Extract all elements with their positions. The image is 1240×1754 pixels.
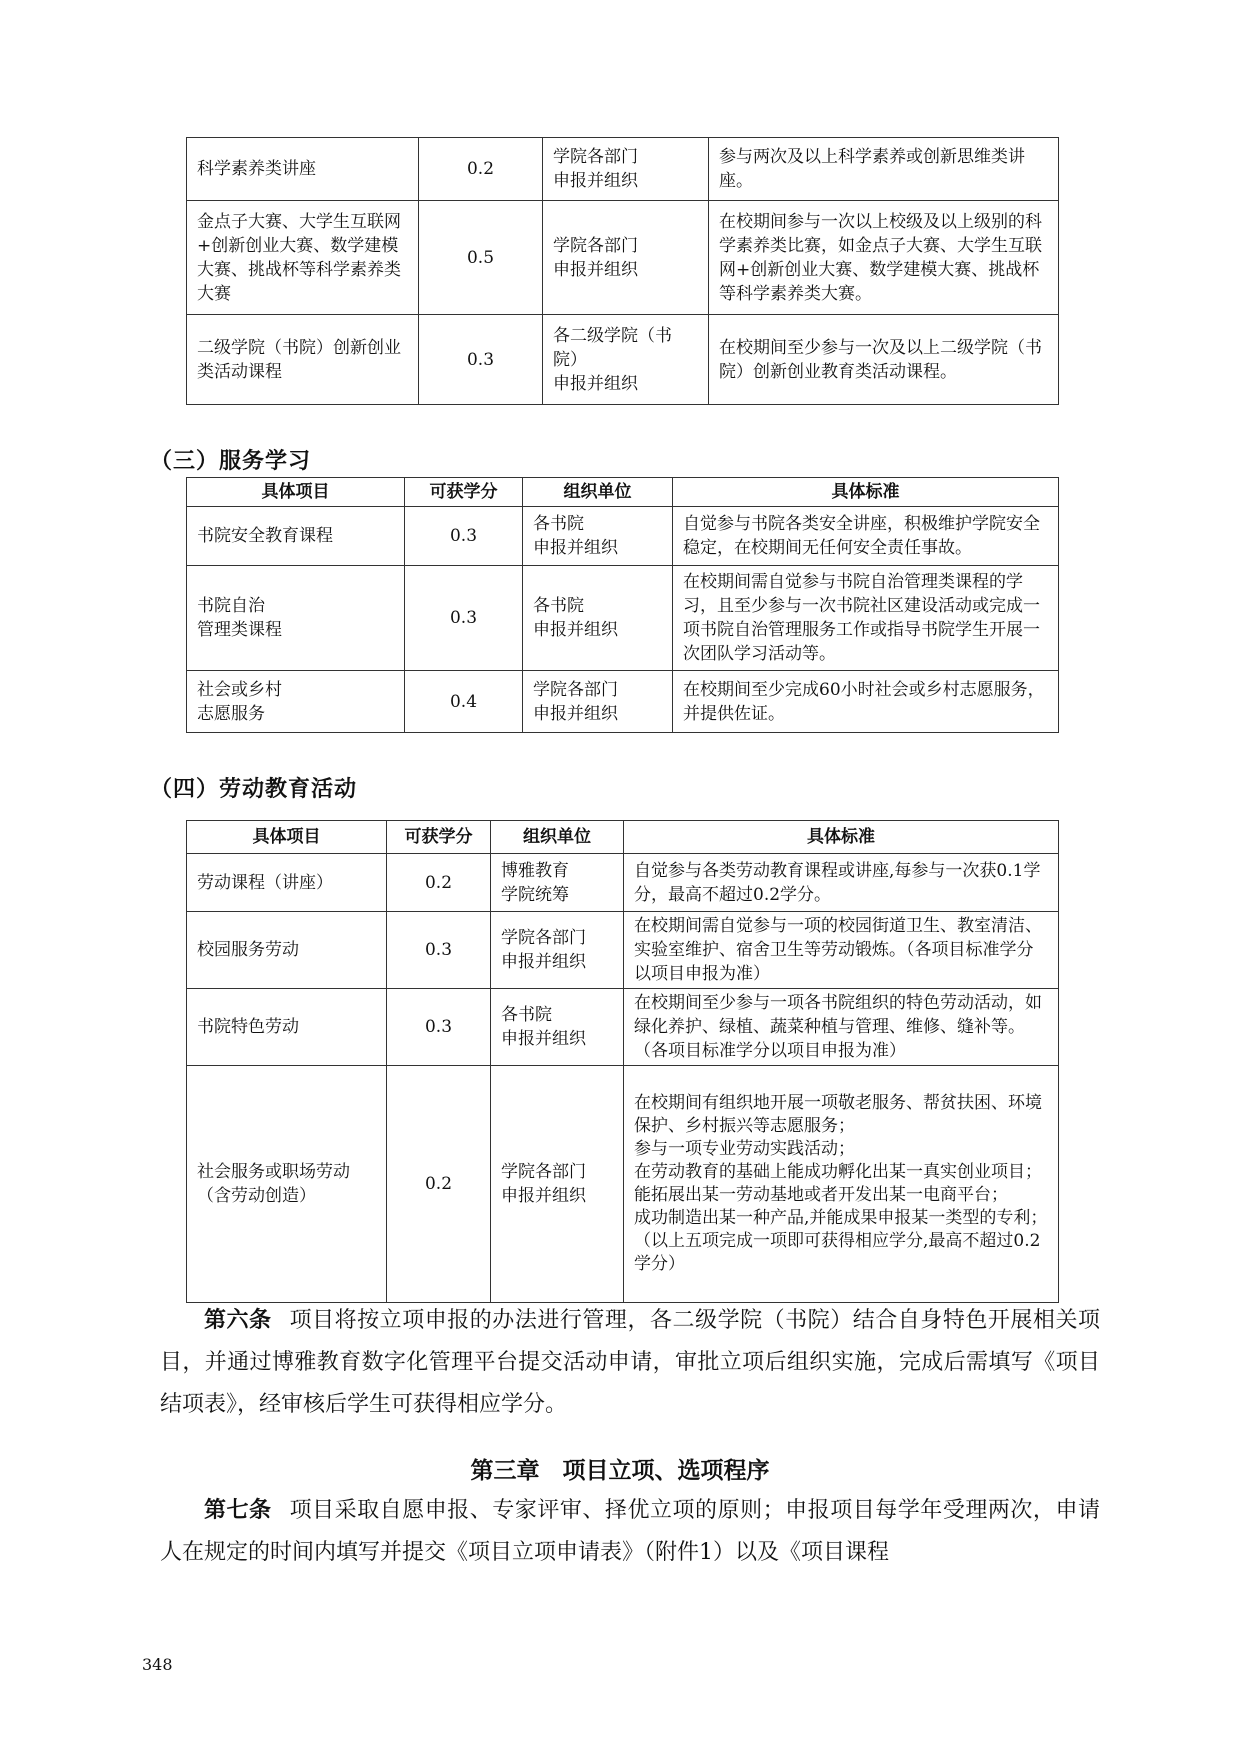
chapter-heading: 第三章 项目立项、选项程序 [470,1458,770,1484]
standard-cell: 在校期间至少完成60小时社会或乡村志愿服务，并提供佐证。 [673,671,1059,733]
item-cell: 社会或乡村 志愿服务 [187,671,405,733]
header-org: 组织单位 [523,478,673,507]
table-row [187,566,1059,671]
table-row [187,138,1059,201]
item-cell: 科学素养类讲座 [187,138,419,201]
section-title-service-learning: （三）服务学习 [150,449,312,474]
org-cell: 各二级学院（书院） 申报并组织 [543,315,709,405]
credit-cell: 0.3 [419,315,543,405]
org-cell: 学院各部门 申报并组织 [523,671,673,733]
item-cell: 劳动课程（讲座） [187,854,387,912]
org-cell: 学院各部门 申报并组织 [543,201,709,315]
header-org: 组织单位 [491,821,624,854]
credit-cell: 0.3 [405,566,523,671]
standard-cell: 在校期间至少参与一次及以上二级学院（书院）创新创业教育类活动课程。 [709,315,1059,405]
item-cell: 二级学院（书院）创新创业类活动课程 [187,315,419,405]
org-cell: 学院各部门 申报并组织 [491,1066,624,1303]
credit-cell: 0.2 [387,1066,491,1303]
standard-cell: 自觉参与各类劳动教育课程或讲座,每参与一次获0.1学分，最高不超过0.2学分。 [624,854,1059,912]
header-standard: 具体标准 [624,821,1059,854]
section-title-labor-education: （四）劳动教育活动 [150,777,358,802]
standard-cell: 在校期间有组织地开展一项敬老服务、帮贫扶困、环境保护、乡村振兴等志愿服务； 参与一项专业劳动实践活动； 在劳动教育的基础上能成功孵化出某一真实创业项目； 能拓展出某一劳动基地或者开发出某一电商平台； 成功制造出某一种产品,并能成果申报某一类型的专利； （以上五项完成一项即可获得相应学分,最高不超过0.2学分） [624,1066,1059,1303]
table-row [187,989,1059,1066]
item-cell: 书院安全教育课程 [187,507,405,566]
standard-cell: 在校期间参与一次以上校级及以上级别的科学素养类比赛，如金点子大赛、大学生互联网+创新创业大赛、数学建模大赛、挑战杯等科学素养类大赛。 [709,201,1059,315]
standard-cell: 在校期间需自觉参与书院自治管理类课程的学习，且至少参与一次书院社区建设活动或完成一项书院自治管理服务工作或指导书院学生开展一次团队学习活动等。 [673,566,1059,671]
standard-cell: 自觉参与书院各类安全讲座，积极维护学院安全稳定，在校期间无任何安全责任事故。 [673,507,1059,566]
table-header-row [187,478,1059,507]
table-header-row [187,821,1059,854]
header-item: 具体项目 [187,821,387,854]
credit-cell: 0.3 [387,912,491,989]
credit-cell: 0.3 [405,507,523,566]
table-row [187,671,1059,733]
table-row [187,912,1059,989]
item-cell: 书院自治 管理类课程 [187,566,405,671]
article-6-label: 第六条 [204,1308,272,1333]
item-cell: 校园服务劳动 [187,912,387,989]
article-7-text: 项目采取自愿申报、专家评审、择优立项的原则；申报项目每学年受理两次，申请人在规定的时间内填写并提交《项目立项申请表》（附件1）以及《项目课程 [160,1498,1100,1565]
org-cell: 博雅教育 学院统筹 [491,854,624,912]
org-cell: 各书院 申报并组织 [491,989,624,1066]
header-standard: 具体标准 [673,478,1059,507]
page-number: 348 [142,1655,173,1674]
item-cell: 书院特色劳动 [187,989,387,1066]
item-cell: 金点子大赛、大学生互联网+创新创业大赛、数学建模大赛、挑战杯等科学素养类大赛 [187,201,419,315]
standard-cell: 在校期间至少参与一项各书院组织的特色劳动活动，如绿化养护、绿植、蔬菜种植与管理、维修、缝补等。（各项目标准学分以项目申报为准） [624,989,1059,1066]
org-cell: 学院各部门 申报并组织 [491,912,624,989]
credit-cell: 0.3 [387,989,491,1066]
standard-cell: 参与两次及以上科学素养或创新思维类讲座。 [709,138,1059,201]
table-science-literacy [186,137,1059,405]
article-6-paragraph [160,1300,1100,1426]
article-7-label: 第七条 [204,1498,272,1523]
credit-cell: 0.2 [419,138,543,201]
table-row [187,315,1059,405]
credit-cell: 0.4 [405,671,523,733]
header-item: 具体项目 [187,478,405,507]
table-labor-education [186,820,1059,1303]
article-7-paragraph [160,1490,1100,1574]
org-cell: 学院各部门 申报并组织 [543,138,709,201]
org-cell: 各书院 申报并组织 [523,507,673,566]
table-row [187,854,1059,912]
header-credit: 可获学分 [405,478,523,507]
table-row [187,1066,1059,1303]
table-row [187,201,1059,315]
credit-cell: 0.5 [419,201,543,315]
org-cell: 各书院 申报并组织 [523,566,673,671]
standard-cell: 在校期间需自觉参与一项的校园街道卫生、教室清洁、实验室维护、宿舍卫生等劳动锻炼。（各项目标准学分以项目申报为准） [624,912,1059,989]
item-cell: 社会服务或职场劳动 （含劳动创造） [187,1066,387,1303]
header-credit: 可获学分 [387,821,491,854]
credit-cell: 0.2 [387,854,491,912]
article-6-text: 项目将按立项申报的办法进行管理，各二级学院（书院）结合自身特色开展相关项目，并通过博雅教育数字化管理平台提交活动申请，审批立项后组织实施，完成后需填写《项目结项表》，经审核后学生可获得相应学分。 [160,1308,1100,1417]
table-row [187,507,1059,566]
table-service-learning [186,477,1059,733]
